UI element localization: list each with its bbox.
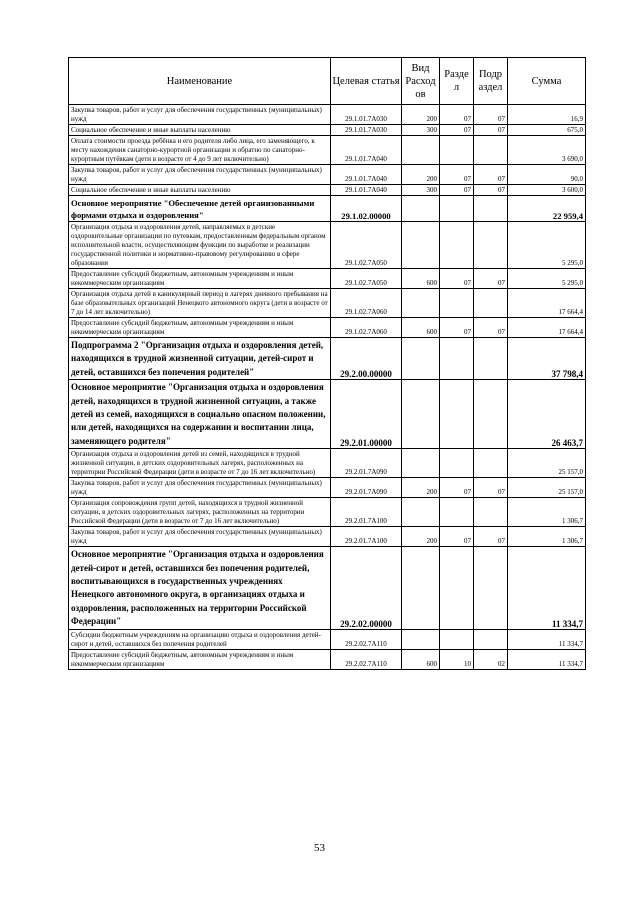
cell-amount: 17 664,4 [508, 289, 586, 318]
cell-expense-type: 300 [402, 125, 440, 136]
header-subsection: Подр аздел [474, 58, 508, 105]
cell-subsection: 07 [474, 185, 508, 196]
cell-target: 29.1.01.7А030 [331, 125, 402, 136]
table-row [69, 318, 586, 338]
cell-target: 29.1.01.7А040 [331, 165, 402, 185]
table-row [69, 185, 586, 196]
cell-section: 10 [440, 649, 474, 669]
cell-name: Основное мероприятие "Обеспечение детей организованными формами отдыха и оздоровления" [69, 196, 331, 222]
cell-target: 29.1.02.7А050 [331, 269, 402, 289]
table-row [69, 125, 586, 136]
header-expense-type: Вид Расход ов [402, 58, 440, 105]
cell-expense-type [402, 498, 440, 527]
cell-subsection [474, 196, 508, 222]
cell-subsection: 07 [474, 125, 508, 136]
cell-expense-type [402, 629, 440, 649]
cell-target: 29.1.01.7А040 [331, 185, 402, 196]
cell-target: 29.1.01.7А040 [331, 136, 402, 165]
cell-name: Закупка товаров, работ и услуг для обеспечения государственных (муниципальных) нужд [69, 105, 331, 125]
table-row [69, 222, 586, 269]
cell-expense-type: 600 [402, 269, 440, 289]
cell-amount: 17 664,4 [508, 318, 586, 338]
table-row [69, 338, 586, 380]
cell-target: 29.1.02.7А060 [331, 318, 402, 338]
cell-target: 29.1.02.7А060 [331, 289, 402, 318]
cell-section [440, 498, 474, 527]
cell-target: 29.1.01.7А030 [331, 105, 402, 125]
cell-subsection: 07 [474, 165, 508, 185]
page-number: 53 [314, 842, 325, 854]
cell-amount: 1 306,7 [508, 498, 586, 527]
cell-name: Субсидии бюджетным учреждениям на организацию отдыха и оздоровления детей-сирот и детей, оставшихся без попечения родителей [69, 629, 331, 649]
cell-target: 29.2.00.00000 [331, 338, 402, 380]
cell-name: Организация сопровождения групп детей, находящихся в трудной жизненной ситуации, в детских оздоровительных лагерях, расположенных на территории Российской Федерации (дети в возрасте от 7 до 16 лет включительно) [69, 498, 331, 527]
cell-subsection: 07 [474, 478, 508, 498]
cell-expense-type: 200 [402, 105, 440, 125]
table-row [69, 629, 586, 649]
budget-table [68, 57, 586, 670]
header-name: Наименование [69, 58, 331, 105]
cell-section [440, 547, 474, 629]
cell-amount: 26 463,7 [508, 380, 586, 449]
header-target: Целевая статья [331, 58, 402, 105]
cell-expense-type [402, 222, 440, 269]
cell-target: 29.2.02.7А110 [331, 629, 402, 649]
cell-target: 29.2.01.7А100 [331, 527, 402, 547]
cell-subsection: 07 [474, 269, 508, 289]
cell-section [440, 449, 474, 478]
cell-section: 07 [440, 165, 474, 185]
cell-subsection [474, 498, 508, 527]
table-row [69, 498, 586, 527]
cell-expense-type: 600 [402, 318, 440, 338]
cell-amount: 22 959,4 [508, 196, 586, 222]
cell-expense-type: 200 [402, 478, 440, 498]
cell-name: Предоставление субсидий бюджетным, автономным учреждениям и иным некоммерческим организациям [69, 318, 331, 338]
cell-target: 29.1.02.00000 [331, 196, 402, 222]
cell-subsection [474, 136, 508, 165]
table-row [69, 196, 586, 222]
table-row [69, 649, 586, 669]
cell-amount: 25 157,0 [508, 449, 586, 478]
cell-target: 29.2.01.7А090 [331, 478, 402, 498]
table-body [69, 105, 586, 670]
cell-section [440, 338, 474, 380]
cell-expense-type: 200 [402, 527, 440, 547]
cell-section [440, 629, 474, 649]
cell-target: 29.2.01.00000 [331, 380, 402, 449]
cell-expense-type: 600 [402, 649, 440, 669]
cell-name: Основное мероприятие "Организация отдыха и оздоровления детей-сирот и детей, оставшихся без попечения родителей, воспитывающихся в государственных учреждениях Ненецкого автономного округа, в организациях отдыха и оздоровления, расположенных на территории Российской Федерации" [69, 547, 331, 629]
cell-subsection [474, 547, 508, 629]
cell-amount: 11 334,7 [508, 649, 586, 669]
cell-amount: 11 334,7 [508, 629, 586, 649]
cell-section [440, 136, 474, 165]
cell-amount: 3 690,0 [508, 136, 586, 165]
cell-name: Подпрограмма 2 "Организация отдыха и оздоровления детей, находящихся в трудной жизненной ситуации, детей-сирот и детей, оставшихся без попечения родителей" [69, 338, 331, 380]
table-row [69, 449, 586, 478]
cell-expense-type [402, 136, 440, 165]
cell-subsection: 07 [474, 318, 508, 338]
cell-subsection [474, 449, 508, 478]
cell-subsection [474, 380, 508, 449]
cell-name: Закупка товаров, работ и услуг для обеспечения государственных (муниципальных) нужд [69, 165, 331, 185]
cell-amount: 5 295,0 [508, 269, 586, 289]
cell-name: Организация отдыха детей в каникулярный период в лагерях дневного пребывания на базе образовательных организаций Ненецкого автономного округа (дети в возрасте от 7 до 14 лет включительно) [69, 289, 331, 318]
cell-subsection: 07 [474, 527, 508, 547]
cell-section: 07 [440, 318, 474, 338]
cell-section: 07 [440, 527, 474, 547]
cell-expense-type: 200 [402, 165, 440, 185]
table-row [69, 547, 586, 629]
cell-name: Организация отдыха и оздоровления детей, направляемых в детские оздоровительные организации по путевкам, предоставленным федеральным органом исполнительной власти, осуществляющим функции по выработке и реализации государственной политики и нормативно-правовому регулированию в сфере образования [69, 222, 331, 269]
cell-expense-type [402, 289, 440, 318]
cell-amount: 37 798,4 [508, 338, 586, 380]
cell-section: 07 [440, 269, 474, 289]
cell-section: 07 [440, 105, 474, 125]
cell-amount: 11 334,7 [508, 547, 586, 629]
cell-name: Оплата стоимости проезда ребёнка и его родителя либо лица, его заменяющего, к месту нахождения санаторно-курортной организации и обратно по санаторно-курортным путёвкам (дети в возрасте от 4 до 9 лет включительно) [69, 136, 331, 165]
cell-subsection [474, 289, 508, 318]
table-row [69, 269, 586, 289]
cell-amount: 1 306,7 [508, 527, 586, 547]
table-row [69, 478, 586, 498]
cell-target: 29.2.02.00000 [331, 547, 402, 629]
cell-section: 07 [440, 478, 474, 498]
table-row [69, 105, 586, 125]
cell-amount: 90,0 [508, 165, 586, 185]
cell-amount: 16,9 [508, 105, 586, 125]
cell-expense-type: 300 [402, 185, 440, 196]
header-amount: Сумма [508, 58, 586, 105]
cell-subsection [474, 338, 508, 380]
cell-amount: 5 295,0 [508, 222, 586, 269]
table-row [69, 380, 586, 449]
cell-name: Предоставление субсидий бюджетным, автономным учреждениям и иным некоммерческим организациям [69, 269, 331, 289]
cell-subsection [474, 222, 508, 269]
cell-name: Закупка товаров, работ и услуг для обеспечения государственных (муниципальных) нужд [69, 527, 331, 547]
cell-name: Социальное обеспечение и иные выплаты населению [69, 185, 331, 196]
cell-section: 07 [440, 185, 474, 196]
cell-subsection [474, 629, 508, 649]
cell-name: Социальное обеспечение и иные выплаты населению [69, 125, 331, 136]
cell-name: Закупка товаров, работ и услуг для обеспечения государственных (муниципальных) нужд [69, 478, 331, 498]
table-row [69, 136, 586, 165]
header-section: Разде л [440, 58, 474, 105]
cell-target: 29.2.01.7А100 [331, 498, 402, 527]
cell-section [440, 289, 474, 318]
cell-section [440, 380, 474, 449]
cell-name: Основное мероприятие "Организация отдыха и оздоровления детей, находящихся в трудной жизненной ситуации, а также детей из семей, находящихся в социально опасном положении, или детей, находящихся на содержании и воспитании лица, заменяющего родителя" [69, 380, 331, 449]
cell-section [440, 196, 474, 222]
header-row [69, 58, 586, 105]
cell-subsection: 02 [474, 649, 508, 669]
table-row [69, 165, 586, 185]
cell-name: Организация отдыха и оздоровления детей из семей, находящихся в трудной жизненной ситуации, в детских оздоровительных лагерях, расположенных на территории Российской Федерации (дети в возрасте от 7 до 16 лет включительно) [69, 449, 331, 478]
cell-expense-type [402, 196, 440, 222]
cell-expense-type [402, 449, 440, 478]
cell-section [440, 222, 474, 269]
cell-target: 29.2.02.7А110 [331, 649, 402, 669]
cell-target: 29.1.02.7А050 [331, 222, 402, 269]
table-row [69, 289, 586, 318]
cell-name: Предоставление субсидий бюджетным, автономным учреждениям и иным некоммерческим организациям [69, 649, 331, 669]
cell-section: 07 [440, 125, 474, 136]
cell-amount: 25 157,0 [508, 478, 586, 498]
cell-expense-type [402, 338, 440, 380]
cell-expense-type [402, 547, 440, 629]
cell-expense-type [402, 380, 440, 449]
cell-amount: 3 600,0 [508, 185, 586, 196]
cell-amount: 675,0 [508, 125, 586, 136]
cell-target: 29.2.01.7А090 [331, 449, 402, 478]
cell-subsection: 07 [474, 105, 508, 125]
table-row [69, 527, 586, 547]
